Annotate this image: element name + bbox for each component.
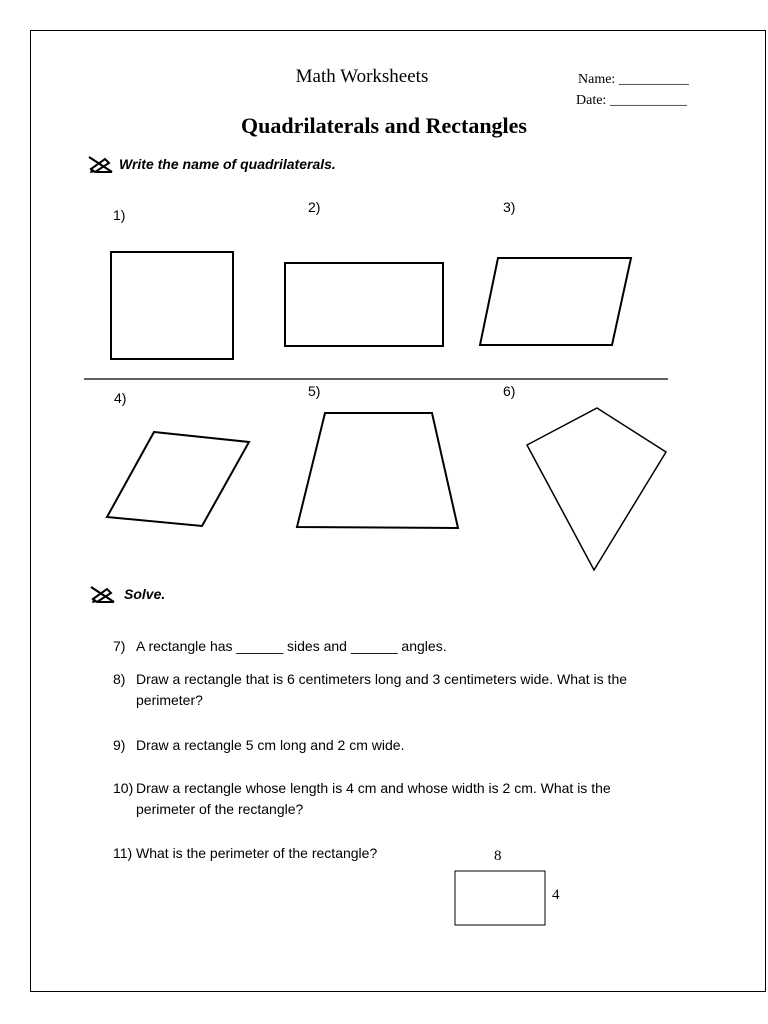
question-9 bbox=[113, 735, 673, 756]
item-number-4: 4) bbox=[114, 390, 127, 406]
question-number: 10) bbox=[113, 780, 134, 796]
question-number: 8) bbox=[113, 671, 126, 687]
worksheet-title: Math Worksheets bbox=[295, 66, 429, 87]
rectangle-length-label: 8 bbox=[494, 848, 502, 864]
question-number: 7) bbox=[113, 638, 126, 654]
item-number-6: 6) bbox=[503, 383, 516, 399]
pencil-crossed-icon bbox=[90, 584, 116, 604]
question-10 bbox=[113, 778, 673, 820]
question-text: Draw a rectangle whose length is 4 cm and whose width is 2 cm. What is the perimeter of the rectangle? bbox=[136, 780, 611, 817]
rectangle-width-label: 4 bbox=[552, 887, 560, 903]
question-8 bbox=[113, 669, 673, 711]
rectangle-shape bbox=[285, 263, 443, 346]
item-number-1: 1) bbox=[113, 207, 126, 223]
question-number: 11) bbox=[113, 845, 133, 861]
rhombus-shape bbox=[107, 432, 249, 526]
square-shape bbox=[111, 252, 233, 359]
question-11 bbox=[113, 843, 533, 864]
name-field: Name: __________ bbox=[578, 72, 689, 87]
section1-instruction: Write the name of quadrilaterals. bbox=[119, 156, 336, 172]
item-number-3: 3) bbox=[503, 199, 516, 215]
perimeter-rectangle bbox=[455, 871, 545, 925]
worksheet-subtitle: Quadrilaterals and Rectangles bbox=[241, 113, 527, 138]
question-text: Draw a rectangle that is 6 centimeters long and 3 centimeters wide. What is the perimeter? bbox=[136, 671, 628, 708]
item-number-5: 5) bbox=[308, 383, 321, 399]
question-text: What is the perimeter of the rectangle? bbox=[136, 845, 378, 861]
trapezoid-shape bbox=[297, 413, 458, 528]
date-field: Date: ___________ bbox=[576, 93, 687, 108]
question-number: 9) bbox=[113, 737, 126, 753]
question-text: Draw a rectangle 5 cm long and 2 cm wide. bbox=[136, 737, 405, 753]
item-number-2: 2) bbox=[308, 199, 321, 215]
question-text: A rectangle has ______ sides and ______ angles. bbox=[136, 638, 447, 654]
question-7 bbox=[113, 636, 673, 657]
section2-instruction: Solve. bbox=[124, 586, 166, 602]
parallelogram-shape bbox=[480, 258, 631, 345]
kite-shape bbox=[527, 408, 666, 570]
